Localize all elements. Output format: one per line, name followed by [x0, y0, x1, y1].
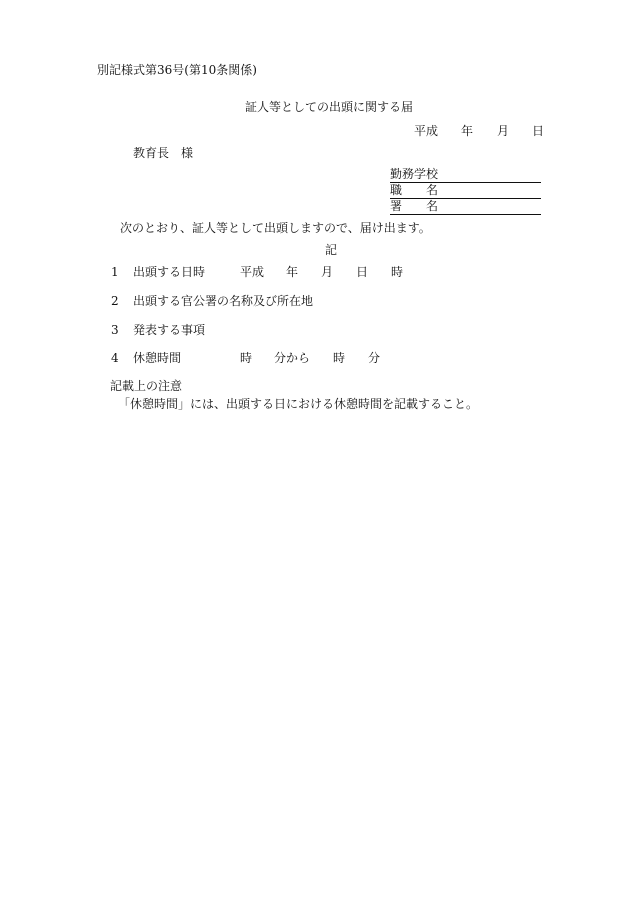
form-number: 別記様式第36号(第10条関係)	[97, 63, 257, 77]
ki-heading: 記	[325, 243, 338, 257]
date-day: 日	[532, 124, 545, 138]
document-title: 証人等としての出頭に関する届	[245, 100, 414, 114]
date-era: 平成	[414, 124, 439, 138]
item-field: 時	[240, 351, 253, 365]
school-field	[390, 168, 541, 183]
item-label: 出頭する日時	[133, 265, 206, 279]
item-number: 4	[111, 351, 119, 365]
item-field: 時	[333, 351, 346, 365]
item-field: 年	[286, 265, 299, 279]
item-number: 2	[111, 294, 119, 308]
item-field: 分	[368, 351, 381, 365]
addressee: 教育長 様	[133, 146, 194, 160]
item-field: 月	[321, 265, 334, 279]
item-number: 3	[111, 323, 119, 337]
item-label: 出頭する官公署の名称及び所在地	[133, 294, 314, 308]
item-field: 日	[356, 265, 369, 279]
position-field	[390, 184, 541, 199]
date-year: 年	[461, 124, 474, 138]
notes-heading: 記載上の注意	[110, 379, 183, 393]
date-month: 月	[497, 124, 510, 138]
item-field: 時	[391, 265, 404, 279]
item-label: 休憩時間	[133, 351, 182, 365]
item-field: 分から	[274, 351, 311, 365]
notes-text: 「休憩時間」には、出頭する日における休憩時間を記載すること。	[118, 397, 479, 411]
name-field	[390, 200, 541, 215]
school-label: 勤務学校	[390, 167, 439, 181]
item-field: 平成	[240, 265, 265, 279]
position-label: 職 名	[390, 183, 439, 197]
item-number: 1	[111, 265, 119, 279]
item-label: 発表する事項	[133, 323, 206, 337]
intro-text: 次のとおり、証人等として出頭しますので、届け出ます。	[120, 221, 431, 235]
name-label: 署 名	[390, 199, 439, 213]
